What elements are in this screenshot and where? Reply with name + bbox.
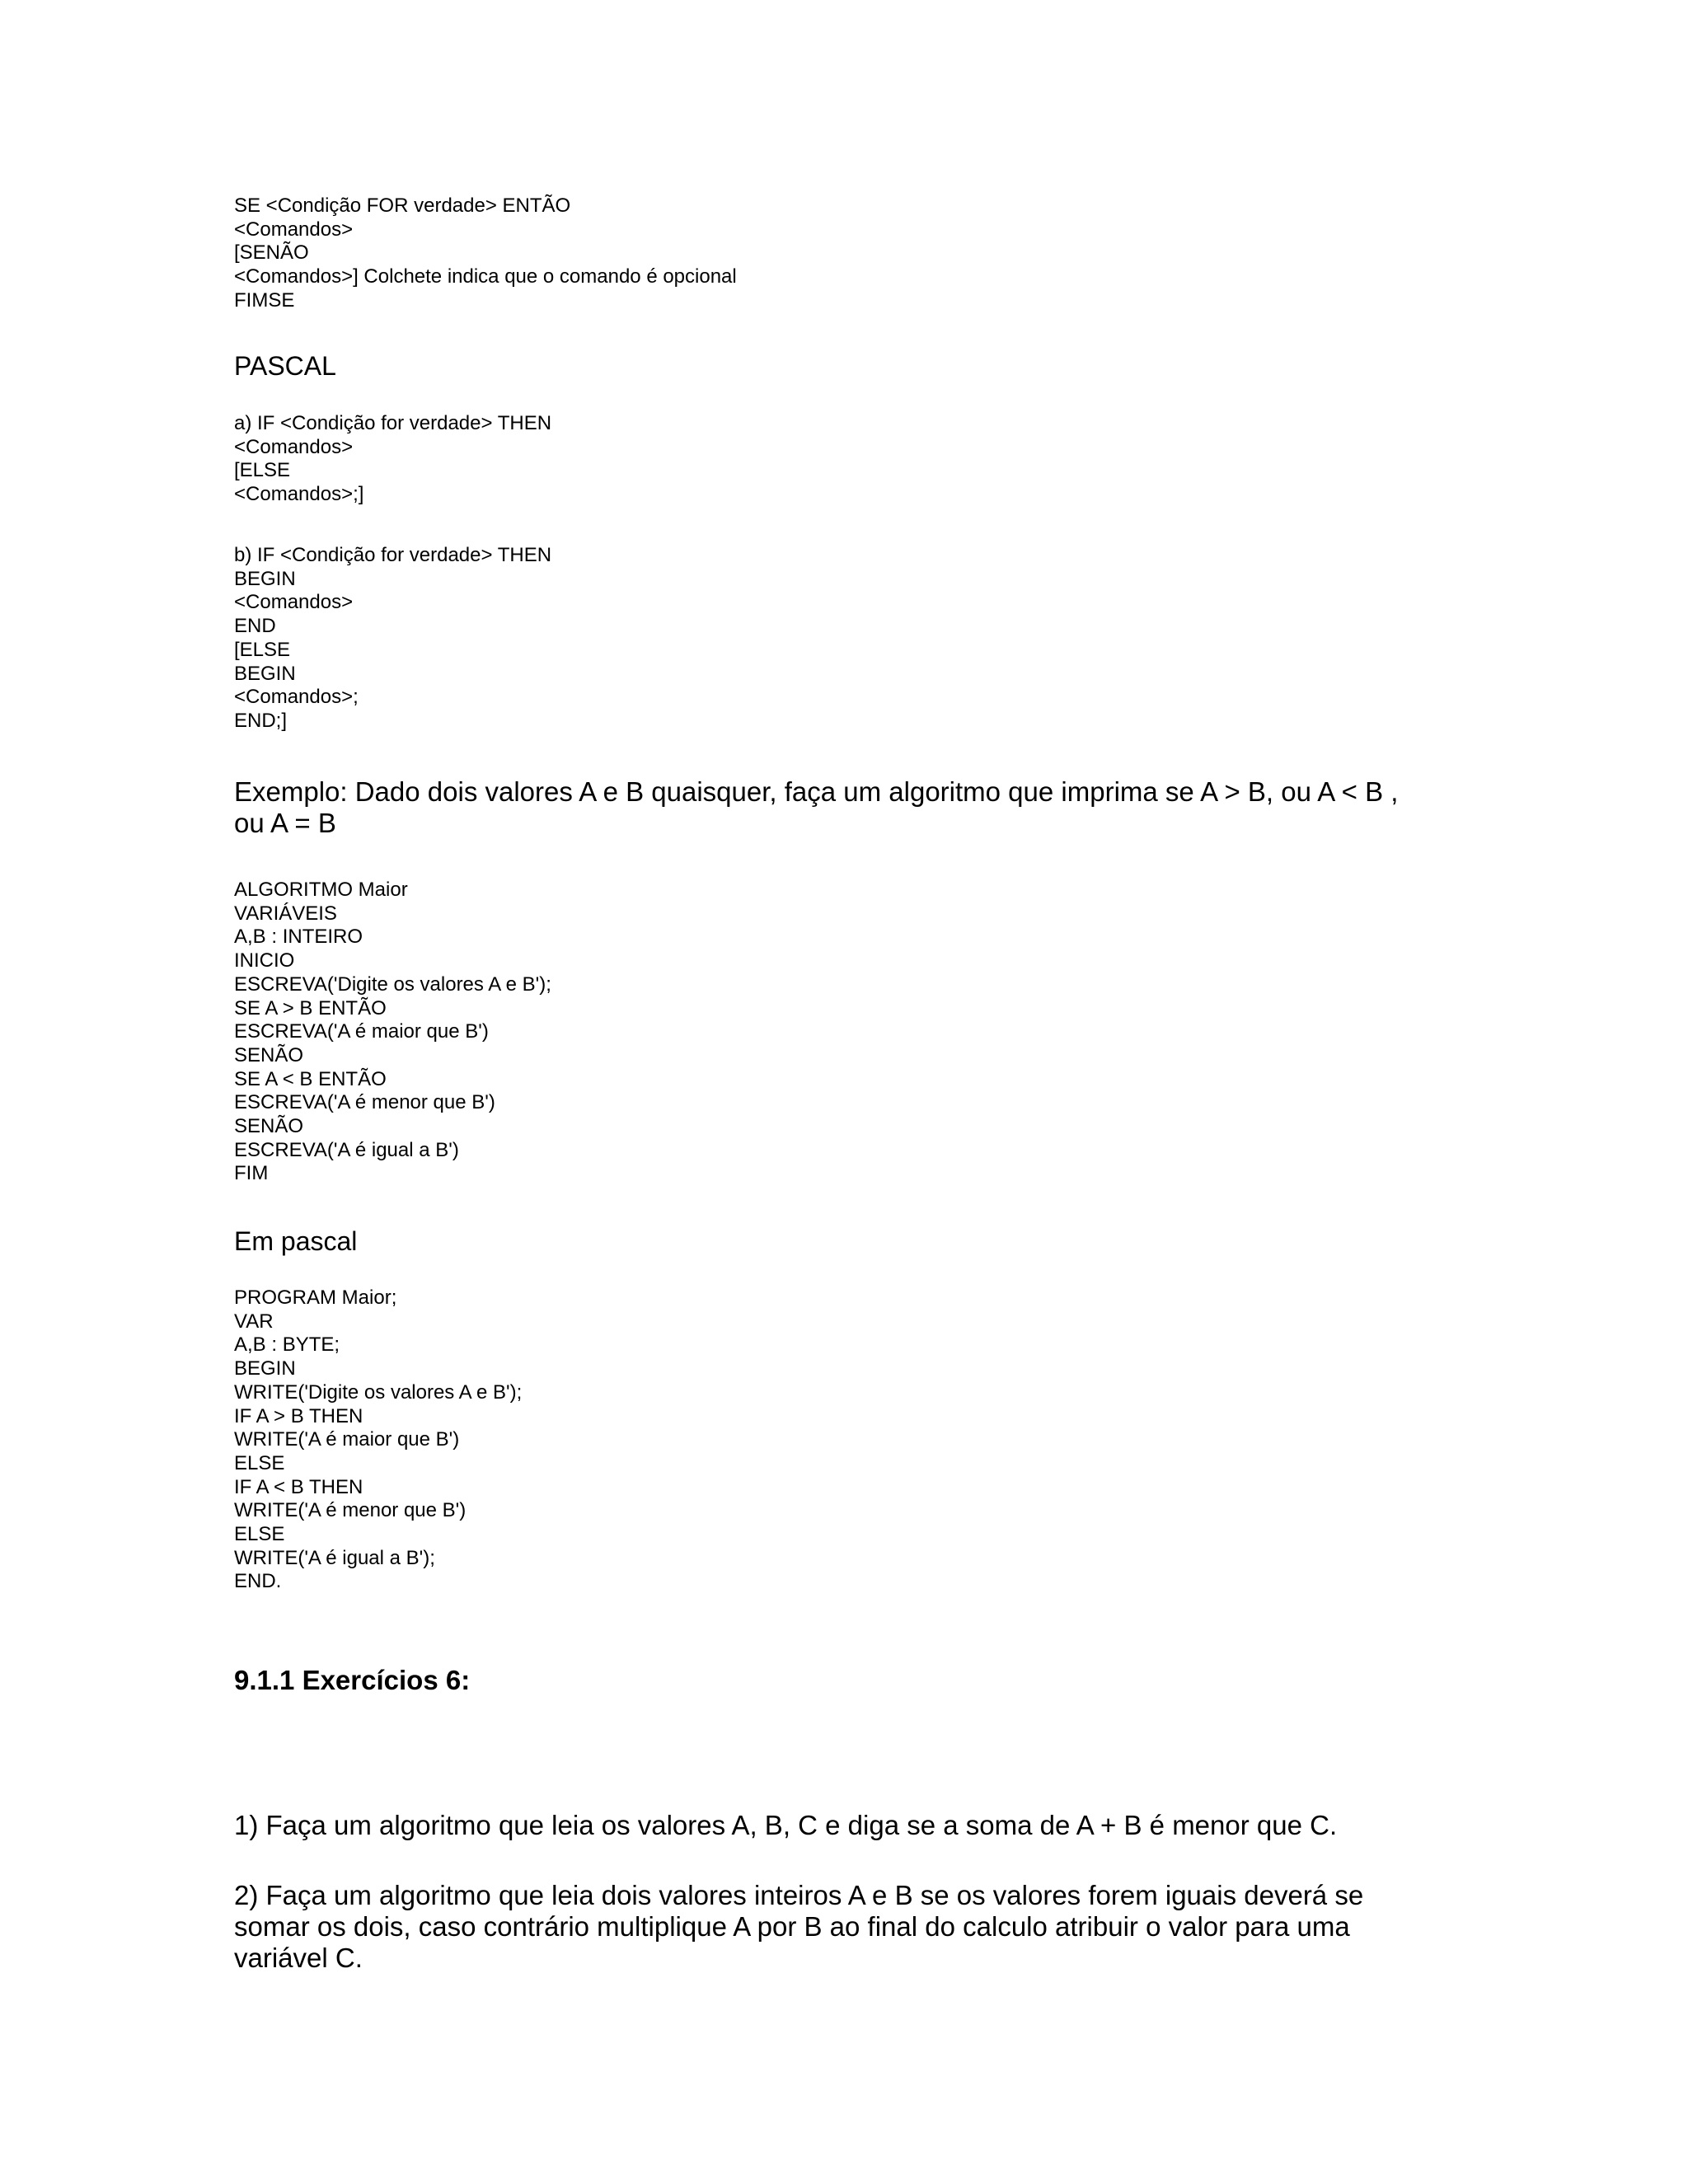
- pascal-a-line: <Comandos>: [234, 435, 354, 458]
- program-line: WRITE('A é menor que B'): [234, 1499, 467, 1522]
- pascal-b-block: [234, 544, 551, 733]
- algorithm-line: INICIO: [234, 949, 295, 972]
- syntax-line: SE <Condição FOR verdade> ENTÃO: [234, 194, 571, 217]
- exercises-heading-text: 9.1.1 Exercícios 6:: [234, 1665, 471, 1695]
- algorithm-line: ESCREVA('A é igual a B'): [234, 1138, 459, 1161]
- syntax-line: <Comandos>: [234, 218, 354, 241]
- program-line: WRITE('Digite os valores A e B');: [234, 1380, 523, 1404]
- algorithm-line: ESCREVA('A é maior que B'): [234, 1020, 489, 1043]
- program-line: PROGRAM Maior;: [234, 1286, 397, 1309]
- pascal-b-line: <Comandos>: [234, 591, 354, 614]
- algorithm-line: SENÃO: [234, 1043, 304, 1066]
- program-line: IF A > B THEN: [234, 1404, 363, 1427]
- program-line: END.: [234, 1570, 282, 1593]
- syntax-block: [234, 194, 737, 313]
- pascal-b-line: b) IF <Condição for verdade> THEN: [234, 544, 552, 566]
- algorithm-line: A,B : INTEIRO: [234, 926, 363, 949]
- algorithm-line: SE A > B ENTÃO: [234, 996, 387, 1019]
- pascal-heading-text: PASCAL: [234, 351, 336, 381]
- algorithm-line: ALGORITMO Maior: [234, 879, 408, 901]
- algorithm-line: VARIÁVEIS: [234, 902, 337, 925]
- algorithm-line: SE A < B ENTÃO: [234, 1067, 387, 1090]
- algorithm-line: FIM: [234, 1162, 269, 1185]
- example-heading-line: Exemplo: Dado dois valores A e B quaisquer, faça um algoritmo que imprima se A > B, ou A < B ,: [234, 776, 1399, 807]
- syntax-line: [SENÃO: [234, 241, 309, 265]
- program-line: IF A < B THEN: [234, 1475, 363, 1498]
- em-pascal-heading-text: Em pascal: [234, 1226, 358, 1256]
- program-line: WRITE('A é maior que B'): [234, 1428, 460, 1451]
- algorithm-line: ESCREVA('A é menor que B'): [234, 1091, 495, 1114]
- program-line: WRITE('A é igual a B');: [234, 1546, 435, 1569]
- pascal-a-line: <Comandos>;]: [234, 483, 364, 506]
- algorithm-line: SENÃO: [234, 1115, 304, 1138]
- pascal-heading: [234, 351, 336, 382]
- pascal-b-line: END;]: [234, 709, 288, 732]
- example-heading-line: ou A = B: [234, 808, 336, 838]
- em-pascal-heading: [234, 1226, 357, 1257]
- pascal-b-line: BEGIN: [234, 567, 296, 590]
- algorithm-block: [234, 879, 551, 1186]
- pascal-a-block: [234, 412, 551, 507]
- exercise-2-line: somar os dois, caso contrário multiplique A por B ao final do calculo atribuir o valor para uma: [234, 1911, 1350, 1942]
- algorithm-line: ESCREVA('Digite os valores A e B');: [234, 972, 551, 996]
- exercises-heading: [234, 1665, 470, 1696]
- exercise-1-text: 1) Faça um algoritmo que leia os valores A, B, C e diga se a soma de A + B é menor que C.: [234, 1810, 1338, 1840]
- pascal-b-line: <Comandos>;: [234, 686, 359, 709]
- pascal-b-line: END: [234, 615, 276, 638]
- exercise-2-line: variável C.: [234, 1943, 363, 1973]
- exercise-2: [234, 1880, 1363, 1974]
- pascal-a-line: a) IF <Condição for verdade> THEN: [234, 412, 552, 434]
- syntax-line: FIMSE: [234, 288, 295, 312]
- pascal-program-block: [234, 1286, 522, 1594]
- program-line: A,B : BYTE;: [234, 1333, 340, 1357]
- program-line: ELSE: [234, 1451, 285, 1474]
- exercise-1: [234, 1810, 1337, 1841]
- pascal-b-line: BEGIN: [234, 662, 296, 685]
- pascal-b-line: [ELSE: [234, 638, 291, 661]
- exercise-2-line: 2) Faça um algoritmo que leia dois valores inteiros A e B se os valores forem iguais deverá se: [234, 1880, 1364, 1910]
- syntax-line: <Comandos>] Colchete indica que o comando é opcional: [234, 265, 737, 288]
- program-line: ELSE: [234, 1523, 285, 1546]
- example-heading: [234, 776, 1398, 839]
- pascal-a-line: [ELSE: [234, 459, 291, 482]
- program-line: VAR: [234, 1310, 274, 1333]
- program-line: BEGIN: [234, 1357, 296, 1380]
